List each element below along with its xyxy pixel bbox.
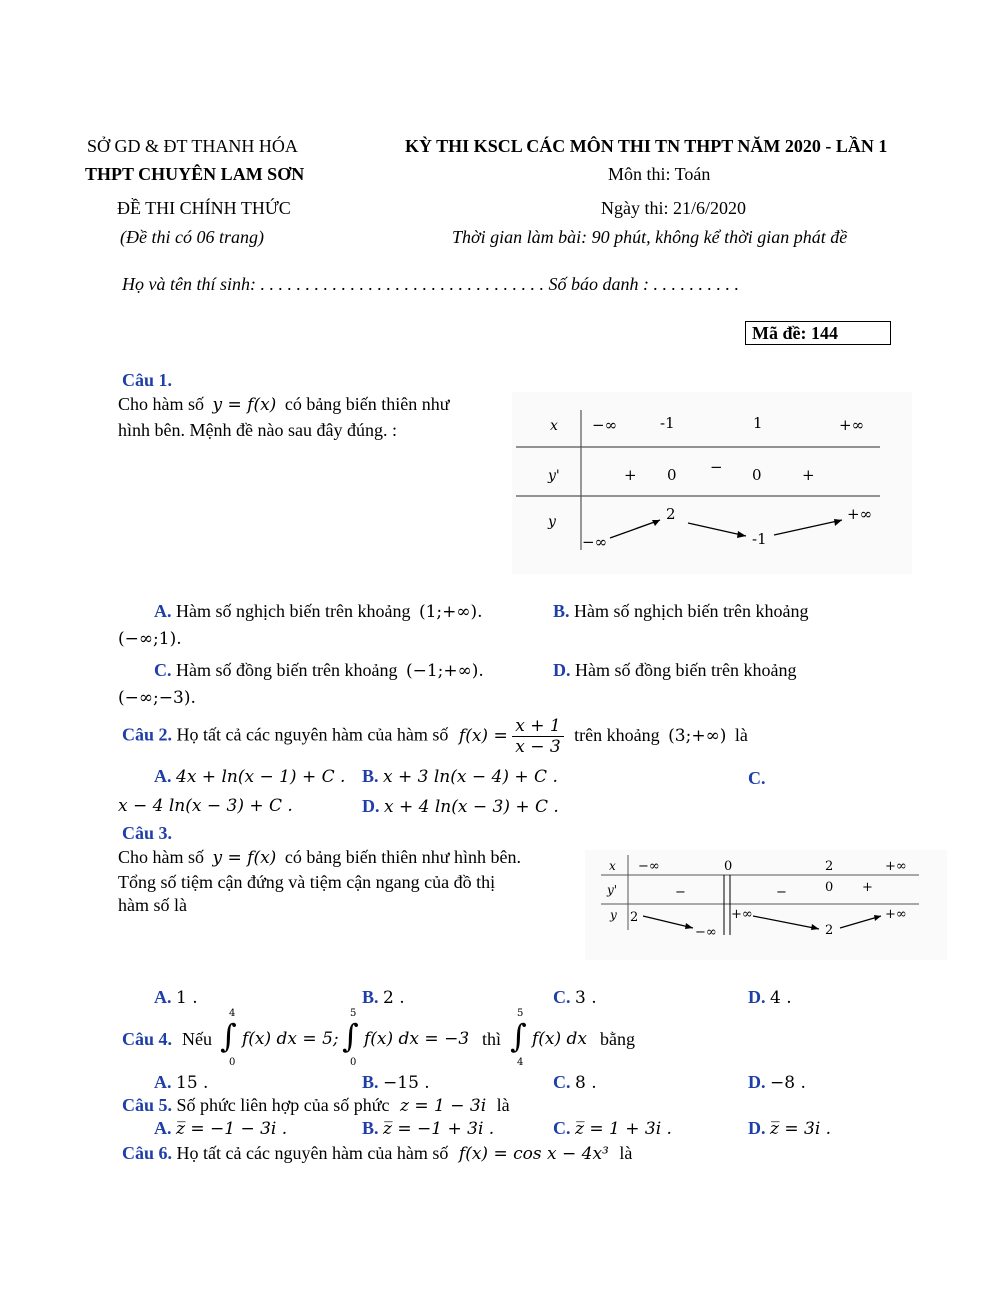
q1-sign: 0: [752, 466, 762, 484]
q3-c-math: 3 .: [575, 988, 597, 1008]
q5-a-label: A.: [154, 1118, 172, 1138]
q2-d-label: D.: [362, 796, 380, 816]
q1-function: y = f(x): [212, 395, 277, 415]
q5-option-a: [154, 1118, 287, 1139]
q5-option-c: [553, 1118, 672, 1139]
q2-option-a: [154, 766, 345, 787]
q2-text-mid: trên khoảng: [574, 724, 660, 745]
q4-b-label: B.: [362, 1072, 379, 1092]
q1-c-label: C.: [154, 660, 172, 680]
school-name: THPT CHUYÊN LAM SƠN: [85, 164, 305, 184]
q3-function: y = f(x): [212, 848, 277, 868]
q2-function-lhs: f(x) =: [458, 725, 508, 746]
student-info-line: Họ và tên thí sinh: . . . . . . . . . . . . . . . . . . . . . . . . . . . . . . . . Số báo danh : . . . . . . . . . .: [122, 274, 739, 294]
q3-sign: +: [862, 880, 873, 895]
q3-x-val: −∞: [638, 859, 660, 874]
q1-c-text: Hàm số đồng biến trên khoảng: [176, 660, 398, 680]
q6-stem: [122, 1143, 632, 1164]
q2-text-post: là: [734, 724, 748, 745]
page-count-note: (Đề thi có 06 trang): [120, 227, 264, 247]
q1-y-val: 2: [666, 505, 676, 523]
q2-title: Câu 2.: [122, 724, 173, 745]
q2-option-d: [362, 796, 559, 817]
q3-x-val: 0: [724, 859, 733, 874]
q1-sign: +: [624, 466, 637, 484]
q4-option-c: [553, 1072, 597, 1093]
q1-b-math: (−∞;1).: [118, 629, 182, 649]
q2-interval: (3;+∞): [668, 725, 727, 746]
exam-date: Ngày thi: 21/6/2020: [601, 198, 746, 218]
q2-c-math: x − 4 ln(x − 3) + C .: [118, 796, 293, 816]
q3-y-val: 2: [630, 910, 639, 925]
q4-equals-word: bằng: [600, 1029, 635, 1049]
q3-text-post: có bảng biến thiên như hình bên.: [284, 847, 522, 867]
q2-a-math: 4x + ln(x − 1) + C .: [176, 767, 346, 787]
q1-d-math: (−∞;−3).: [118, 688, 196, 708]
q5-stem: [122, 1095, 510, 1116]
q1-sign: 0: [667, 466, 677, 484]
q1-x-val: -1: [660, 414, 675, 432]
q1-sign: +: [802, 466, 815, 484]
q5-d-label: D.: [748, 1118, 766, 1138]
q3-y-val: +∞: [731, 907, 753, 922]
q5-b-math: z̅ = −1 + 3i .: [383, 1119, 495, 1139]
q5-option-d: [748, 1118, 831, 1139]
q3-stem-line1: [118, 847, 521, 868]
q5-title: Câu 5.: [122, 1095, 173, 1115]
q4-int1-upper: 4: [229, 1008, 236, 1019]
q3-d-label: D.: [748, 987, 766, 1007]
q4-option-d: [748, 1072, 806, 1093]
q1-text-post: có bảng biến thiên như: [284, 394, 450, 414]
q3-sign: −: [776, 885, 787, 900]
q3-option-d: [748, 987, 792, 1008]
q3-x-val: 2: [825, 859, 834, 874]
q3-option-a: [154, 987, 198, 1008]
q1-text: Cho hàm số: [118, 394, 205, 414]
q4-option-a: [154, 1072, 208, 1093]
q4-option-b: [362, 1072, 430, 1093]
q4-title: Câu 4.: [122, 1029, 173, 1049]
q4-if: Nếu: [182, 1029, 212, 1049]
q4-int3-upper: 5: [517, 1008, 524, 1019]
q3-x-label: x: [609, 859, 616, 873]
q3-option-b: [362, 987, 405, 1008]
q6-text-post: là: [619, 1143, 633, 1163]
q1-x-val: 1: [753, 414, 763, 432]
q5-c-label: C.: [553, 1118, 571, 1138]
q1-y-val: −∞: [582, 533, 608, 551]
q2-numerator: x + 1: [512, 716, 563, 737]
subject-label: Môn thi: Toán: [608, 164, 711, 184]
q1-y-val: -1: [752, 530, 767, 548]
q3-a-label: A.: [154, 987, 172, 1007]
q3-title: Câu 3.: [122, 823, 173, 843]
exam-code-box: Mã đề: 144: [745, 321, 891, 345]
q5-complex-number: z = 1 − 3i: [400, 1096, 487, 1116]
time-limit: Thời gian làm bài: 90 phút, không kể thời gian phát đề: [452, 227, 848, 247]
q1-d-text: Hàm số đồng biến trên khoảng: [575, 660, 797, 680]
q1-a-text: Hàm số nghịch biến trên khoảng: [176, 601, 411, 621]
q6-function: f(x) = cos x − 4x³: [458, 1144, 609, 1164]
department-name: SỞ GD & ĐT THANH HÓA: [87, 136, 298, 156]
q6-text: Họ tất cả các nguyên hàm của hàm số: [176, 1143, 449, 1163]
q5-c-math: z̅ = 1 + 3i .: [575, 1119, 672, 1139]
q1-variation-table: [512, 392, 912, 574]
q2-b-math: x + 3 ln(x − 4) + C .: [383, 767, 558, 787]
q5-b-label: B.: [362, 1118, 379, 1138]
q3-c-label: C.: [553, 987, 571, 1007]
q5-text: Số phức liên hợp của số phức: [176, 1095, 390, 1115]
q1-option-d: [553, 660, 796, 681]
q4-then: thì: [482, 1029, 502, 1049]
q1-yprime-label: y': [548, 468, 560, 484]
q5-text-post: là: [496, 1095, 510, 1115]
integral-icon: ∫: [342, 1017, 359, 1055]
q1-a-label: A.: [154, 601, 172, 621]
q2-a-label: A.: [154, 766, 172, 786]
q3-b-label: B.: [362, 987, 379, 1007]
q1-d-label: D.: [553, 660, 571, 680]
q4-b-math: −15 .: [383, 1073, 430, 1093]
q1-stem-line1: [118, 394, 450, 415]
q1-x-label: x: [550, 418, 558, 434]
q1-b-text: Hàm số nghịch biến trên khoảng: [574, 601, 809, 621]
q1-option-b: [553, 601, 808, 622]
q3-stem-line2: Tổng số tiệm cận đứng và tiệm cận ngang của đồ thị: [118, 872, 496, 892]
q5-d-math: z̅ = 3i .: [770, 1119, 832, 1139]
q2-b-label: B.: [362, 766, 379, 786]
q2-denominator: x − 3: [515, 737, 561, 757]
q4-int2-upper: 5: [350, 1008, 357, 1019]
q3-sign: −: [675, 885, 686, 900]
integral-icon: ∫: [510, 1017, 527, 1055]
q4-int2-lower: 0: [350, 1057, 357, 1068]
q3-x-val: +∞: [885, 859, 907, 874]
q3-variation-table: [585, 850, 947, 960]
q2-option-b: [362, 766, 558, 787]
q1-x-val: +∞: [839, 416, 865, 434]
q5-a-math: z̅ = −1 − 3i .: [176, 1119, 288, 1139]
q1-y-val: +∞: [847, 505, 873, 523]
q4-d-label: D.: [748, 1072, 766, 1092]
q4-int3-lower: 4: [517, 1057, 524, 1068]
q3-sign: 0: [825, 880, 834, 895]
official-exam-label: ĐỀ THI CHÍNH THỨC: [117, 198, 291, 218]
q1-stem-line2: hình bên. Mệnh đề nào sau đây đúng. :: [118, 420, 397, 440]
q3-text: Cho hàm số: [118, 847, 205, 867]
q4-d-math: −8 .: [770, 1073, 806, 1093]
q2-stem: [122, 716, 748, 757]
q2-d-math: x + 4 ln(x − 3) + C .: [384, 797, 559, 817]
q4-c-label: C.: [553, 1072, 571, 1092]
q4-int1-body: f(x) dx = 5;: [242, 1029, 339, 1049]
q4-int1-lower: 0: [229, 1057, 236, 1068]
q1-option-c: [154, 660, 484, 681]
q4-a-label: A.: [154, 1072, 172, 1092]
q3-a-math: 1 .: [176, 988, 198, 1008]
q4-a-math: 15 .: [176, 1073, 209, 1093]
q2-c-label: C.: [748, 768, 766, 788]
q3-y-val: 2: [825, 923, 834, 938]
q4-c-math: 8 .: [575, 1073, 597, 1093]
q3-y-val: −∞: [695, 925, 717, 940]
q2-text: Họ tất cả các nguyên hàm của hàm số: [176, 724, 449, 745]
q3-d-math: 4 .: [770, 988, 792, 1008]
q1-title: Câu 1.: [122, 370, 173, 390]
q1-a-math: (1;+∞).: [418, 602, 483, 622]
q1-sign: −: [710, 458, 723, 476]
q4-int3-body: f(x) dx: [532, 1029, 588, 1049]
q3-y-label: y: [610, 908, 617, 922]
q5-option-b: [362, 1118, 494, 1139]
q3-b-math: 2 .: [383, 988, 405, 1008]
exam-title: KỲ THI KSCL CÁC MÔN THI TN THPT NĂM 2020 - LẦN 1: [405, 136, 888, 156]
q1-x-val: −∞: [592, 416, 618, 434]
q3-option-c: [553, 987, 597, 1008]
q3-yprime-label: y': [607, 883, 618, 897]
q2-fraction: [512, 716, 563, 757]
q6-title: Câu 6.: [122, 1143, 173, 1163]
q1-c-math: (−1;+∞).: [405, 661, 484, 681]
q3-y-val: +∞: [885, 907, 907, 922]
q1-b-label: B.: [553, 601, 570, 621]
q4-int2-body: f(x) dx = −3: [364, 1029, 470, 1049]
q3-stem-line3: hàm số là: [118, 895, 187, 915]
q1-option-a: [154, 601, 483, 622]
q1-y-label: y: [548, 514, 556, 530]
integral-icon: ∫: [220, 1017, 237, 1055]
